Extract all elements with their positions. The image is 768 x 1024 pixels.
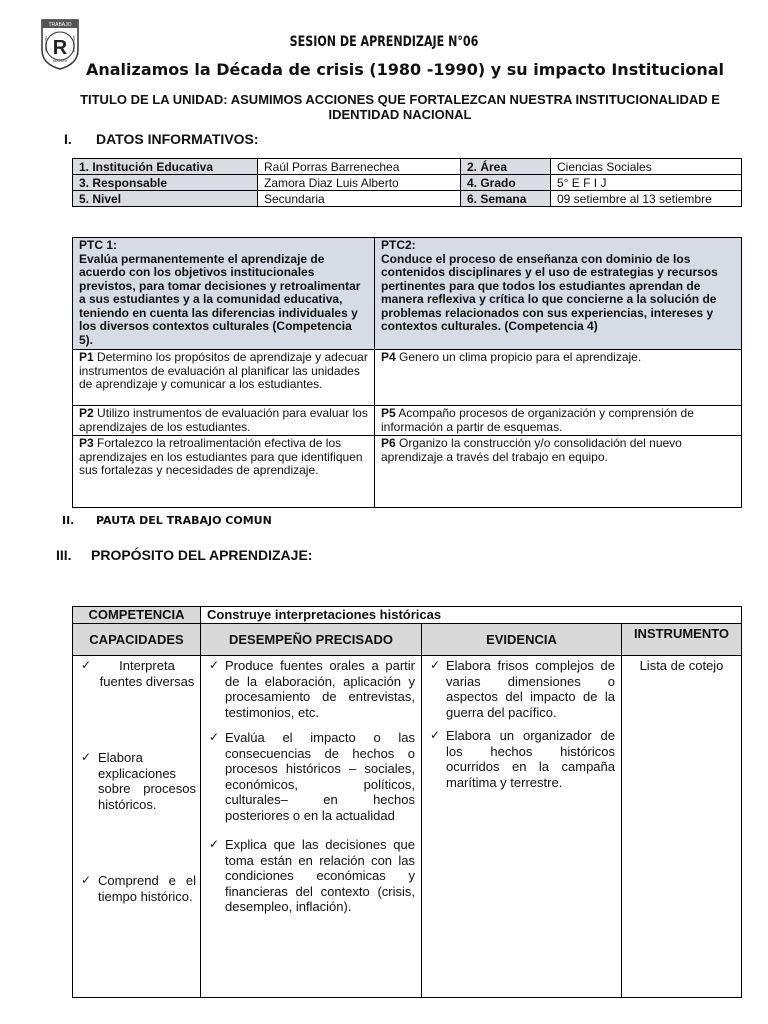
ptc-left-item [73,350,375,406]
ptc2-cell [375,238,742,350]
ptc1-text: Evalúa permanentemente el aprendizaje de acuerdo con los objetivos institucionales previstos, para tomar decisiones y retroalimentar a sus estudiantes y a la comunidad educativa, teniendo en cuenta las diferencias individuales y los diversos contextos culturales (Competencia 5). [79,251,361,347]
info-value: 09 setiembre al 13 setiembre [551,191,742,207]
section-2-number: II. [62,514,75,527]
section-3-label: PROPÓSITO DEL APRENDIZAJE: [91,547,313,563]
logo-top-text: TRABAJO [48,22,72,28]
info-value: 5° E F I J [551,175,742,191]
logo-left-text: DISCIPLINA [44,35,48,53]
ptc-table [72,237,742,508]
competencia-body-row [73,656,742,998]
ptc-right-item [375,350,742,406]
unit-title: TITULO DE LA UNIDAD: ASUMIMOS ACCIONES QUE FORTALEZCAN NUESTRA INSTITUCIONALIDAD E IDENTIDAD NACIONAL [80,92,720,122]
main-title: Analizamos la Década de crisis (1980 -1990) y su impacto Institucional [85,60,725,79]
info-key: 6. Semana [461,191,551,207]
ptc2-title: PTC2: [381,238,416,252]
ptc-text: Genero un clima propicio para el aprendizaje. [395,350,642,364]
ptc-key: P2 [79,406,94,420]
info-row [73,175,742,191]
info-key: 4. Grado [461,175,551,191]
section-1-label: DATOS INFORMATIVOS: [96,131,259,147]
info-value: Secundaria [258,191,461,207]
desempeno-text: Evalúa el impacto o las consecuencias de hechos o procesos históricos – sociales, económicos, políticos, culturales– en hechos posteriores o en la actualidad [225,730,415,823]
ptc-text: Fortalezco la retroalimentación efectiva de los aprendizajes en los estudiantes para que identifiquen sus fortalezas y necesidades de aprendizaje. [79,436,363,477]
info-row [73,191,742,207]
session-title: SESION DE APRENDIZAJE N°06 [289,34,479,50]
info-table [72,158,742,207]
check-icon: ✓ [209,730,220,744]
check-icon: ✓ [81,873,92,887]
section-3-number: III. [56,547,72,563]
evidencia-cell [422,656,622,998]
capacidad-text: Comprend e el tiempo histórico. [98,873,196,904]
logo-letter: R [52,37,68,59]
evidencia-text: Elabora frisos complejos de varias dimensiones o aspectos del impacto de la guerra del pacífico. [446,658,615,720]
ptc2-text: Conduce el proceso de enseñanza con dominio de los contenidos disciplinares y el uso de estrategias y recursos pertinentes para que todos los estudiantes aprendan de manera reflexiva y crítica lo que concierne a la solución de problemas relacionados con sus experiencias, intereses y contextos culturales. (Competencia 4) [381,251,718,333]
competencia-table [72,606,742,998]
ptc-key: P3 [79,436,94,450]
capacidad-item [81,750,196,873]
ptc-left-item [73,436,375,508]
info-key: 2. Área [461,159,551,175]
capacidad-item [81,658,196,750]
ptc-text: Determino los propósitos de aprendizaje y adecuar instrumentos de evaluación al planificar las unidades de aprendizaje y comunicar a los estudiantes. [79,350,368,391]
check-icon: ✓ [209,837,220,851]
info-row [73,159,742,175]
ptc-row [73,350,742,406]
header-evidencia: EVIDENCIA [422,624,622,656]
check-icon: ✓ [81,658,92,672]
desempeno-cell [201,656,422,998]
ptc-header-row [73,238,742,350]
evidencia-item [430,658,615,720]
instrumento-text: Lista de cotejo [639,658,724,673]
desempeno-item [209,658,415,720]
capacidad-text: Elabora explicaciones sobre procesos históricos. [98,750,196,812]
ptc-left-item [73,406,375,436]
capacidades-cell [73,656,201,998]
competencia-header-row [73,624,742,656]
check-icon: ✓ [209,658,220,672]
logo-bottom-text: RESPETO [52,59,68,63]
evidencia-item [430,728,615,790]
ptc-text: Utilizo instrumentos de evaluación para evaluar los aprendizajes de los estudiantes. [79,406,368,434]
competencia-row [73,607,742,624]
ptc-key: P5 [381,406,396,420]
check-icon: ✓ [430,658,441,672]
info-value: Ciencias Sociales [551,159,742,175]
competencia-value: Construye interpretaciones históricas [201,607,742,624]
section-2-label: PAUTA DEL TRABAJO COMUN [96,514,272,527]
capacidad-text: Interpreta fuentes diversas [99,658,195,689]
ptc-right-item [375,406,742,436]
header-instrumento: INSTRUMENTO [622,624,742,656]
ptc-right-item [375,436,742,508]
info-value: Zamora Diaz Luis Alberto [258,175,461,191]
header-desempeno: DESEMPEÑO PRECISADO [201,624,422,656]
ptc-row [73,406,742,436]
desempeno-item [209,730,415,823]
ptc-text: Organizo la construcción y/o consolidación del nuevo aprendizaje a través del trabajo en equipo. [381,436,682,464]
ptc-key: P4 [381,350,396,364]
info-value: Raúl Porras Barrenechea [258,159,461,175]
info-key: 5. Nivel [73,191,258,207]
info-key: 1. Institución Educativa [73,159,258,175]
ptc-key: P6 [381,436,396,450]
instrumento-cell [622,656,742,998]
desempeno-text: Produce fuentes orales a partir de la elaboración, aplicación y procesamiento de entrevistas, testimonios, etc. [225,658,415,720]
info-key: 3. Responsable [73,175,258,191]
check-icon: ✓ [430,728,441,742]
check-icon: ✓ [81,750,92,764]
ptc-row [73,436,742,508]
section-1-number: I. [64,131,72,147]
ptc-text: Acompaño procesos de organización y comprensión de información a partir de esquemas. [381,406,694,434]
desempeno-text: Explica que las decisiones que toma están en relación con las condiciones económicas y financieras del contexto (crisis, desempleo, inflación). [225,837,415,914]
ptc-key: P1 [79,350,94,364]
ptc1-title: PTC 1: [79,238,118,252]
competencia-label: COMPETENCIA [73,607,201,624]
capacidad-item [81,873,196,904]
evidencia-text: Elabora un organizador de los hechos históricos ocurridos en la campaña marítima y terrestre. [446,728,615,790]
desempeno-item [209,837,415,915]
logo-right-text: EFICIENCIA [72,35,76,53]
header-capacidades: CAPACIDADES [73,624,201,656]
ptc1-cell [73,238,375,350]
